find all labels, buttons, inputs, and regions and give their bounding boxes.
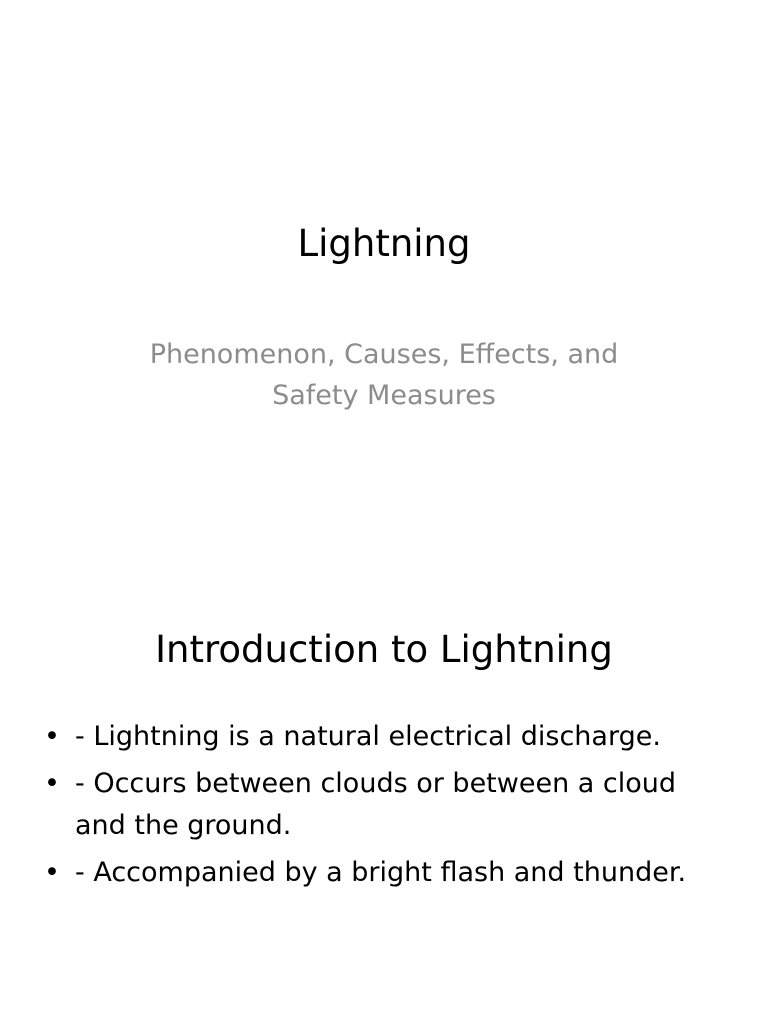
bullet-item xyxy=(40,852,720,894)
bullet-icon: • xyxy=(44,721,60,752)
bullet-item xyxy=(40,763,720,847)
bullet-icon: • xyxy=(44,768,60,799)
slide-title: Lightning xyxy=(297,222,471,265)
bullet-item xyxy=(40,716,720,758)
bullet-icon: • xyxy=(44,857,60,888)
bullet-text: - Lightning is a natural electrical discharge. xyxy=(75,721,661,752)
slide-title: Introduction to Lightning xyxy=(155,628,613,671)
bullet-list xyxy=(40,716,720,899)
bullet-text: - Occurs between clouds or between a cloud and the ground. xyxy=(75,768,677,841)
slide-subtitle: Phenomenon, Causes, Effects, and Safety Measures xyxy=(149,339,619,411)
bullet-text: - Accompanied by a bright flash and thunder. xyxy=(75,857,687,888)
content-slide xyxy=(0,576,768,1024)
